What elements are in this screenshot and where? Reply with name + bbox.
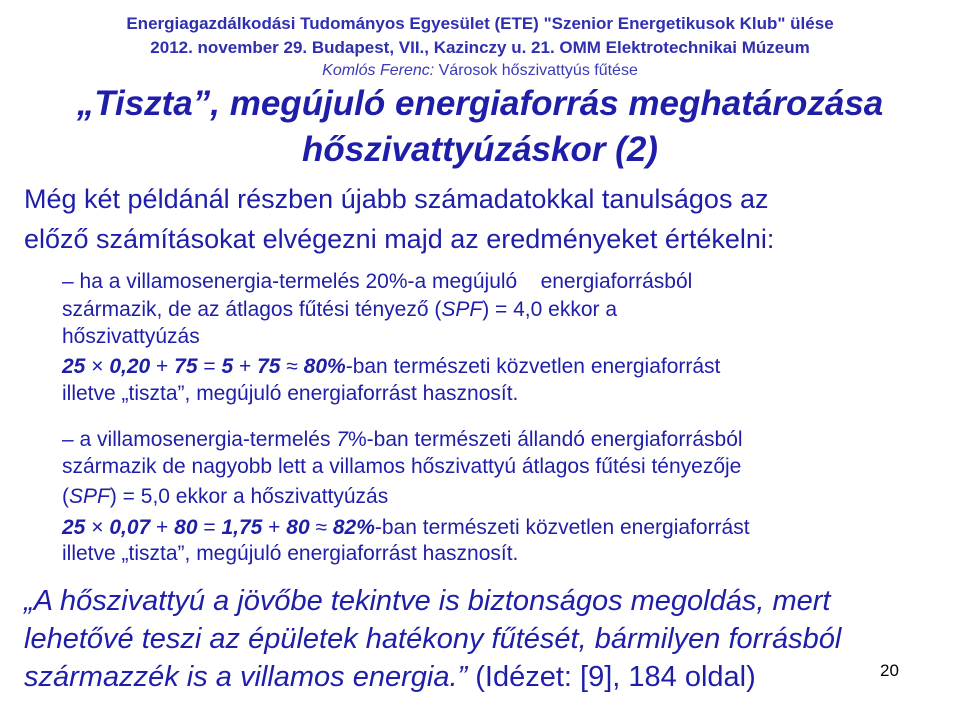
formula-rest: -ban természeti közvetlen energiaforrást: [374, 516, 750, 539]
bullet2-line-1: [62, 428, 743, 452]
plus-sign: +: [156, 355, 169, 378]
formula-term: 80: [174, 516, 198, 539]
formula-term: 1,75: [221, 516, 263, 539]
bullet2-line-1b: %-ban természeti állandó energiaforrásból: [347, 428, 743, 451]
approx-sign: ≈: [286, 355, 298, 378]
bullet1-line-2: [62, 298, 617, 322]
formula-result: 82%: [332, 516, 375, 539]
approx-sign: ≈: [315, 516, 328, 539]
bullet1-line-3: hőszivattyúzás: [62, 325, 200, 348]
equals-sign: =: [203, 355, 216, 378]
formula-term: 80: [286, 516, 310, 539]
plus-sign: +: [156, 516, 169, 539]
bullet2-line-3: [62, 485, 388, 509]
intro-line-2: előző számításokat elvégezni majd az eredményeket értékelni:: [24, 224, 775, 254]
slide-title-line-1: „Tiszta”, megújuló energiaforrás meghatározása: [76, 84, 884, 123]
bullet1-line-2b: ) = 4,0 ekkor a: [482, 298, 618, 321]
bullet2-line-5: illetve „tiszta”, megújuló energiaforrást hasznosít.: [62, 542, 519, 565]
bullet1-line-1: [62, 270, 692, 294]
header-author: Komlós Ferenc:: [322, 62, 435, 79]
formula-term: 25: [62, 355, 86, 378]
equals-sign: =: [203, 516, 216, 539]
slide-title-line-2: hőszivattyúzáskor (2): [302, 130, 658, 169]
formula-term: 5: [221, 355, 234, 378]
formula-term: 25: [62, 516, 86, 539]
header-line-1: Energiagazdálkodási Tudományos Egyesület (ETE) "Szenior Energetikusok Klub" ülése: [126, 14, 834, 33]
plus-sign: +: [268, 516, 281, 539]
plus-sign: +: [238, 355, 252, 378]
quote-line-3-text: származzék is a villamos energia.”: [24, 661, 468, 693]
bullet1-formula: [62, 355, 720, 379]
times-sign: ×: [91, 355, 104, 378]
bullet1-line-5: illetve „tiszta”, megújuló energiaforrást hasznosít.: [62, 382, 519, 405]
bullet2-line-3a: (: [62, 485, 69, 508]
header-line-3: [0, 62, 960, 80]
bullet1-line-2a: származik, de az átlagos fűtési tényező (: [62, 298, 442, 321]
formula-term: 75: [174, 355, 198, 378]
header-line-2: 2012. november 29. Budapest, VII., Kazinczy u. 21. OMM Elektrotechnikai Múzeum: [150, 38, 810, 57]
intro-line-1: Még két példánál részben újabb számadatokkal tanulságos az: [24, 184, 769, 214]
spf-abbr: SPF: [441, 298, 483, 321]
formula-term: 0,07: [109, 516, 151, 539]
bullet2-line-2: származik de nagyobb lett a villamos hőszivattyú átlagos fűtési tényezője: [62, 455, 742, 478]
bullet2-formula: [62, 516, 750, 540]
quote-line-2: lehetővé teszi az épületek hatékony fűtését, bármilyen forrásból: [24, 623, 842, 655]
formula-term: 75: [257, 355, 281, 378]
quote-reference: (Idézet: [9], 184 oldal): [467, 661, 756, 693]
page-number: 20: [880, 661, 899, 680]
bullet2-line-1a: – a villamosenergia-termelés: [62, 428, 337, 451]
formula-rest: -ban természeti közvetlen energiaforrást: [345, 355, 721, 378]
formula-result: 80%: [303, 355, 346, 378]
formula-term: 0,20: [109, 355, 151, 378]
bullet1-line-1a: – ha a villamosenergia-termelés 20%-a megújuló: [62, 270, 518, 293]
percent-value: 7: [336, 428, 348, 451]
header-topic: Városok hőszivattyús fűtése: [434, 62, 638, 79]
times-sign: ×: [91, 516, 104, 539]
quote-line-3: [24, 661, 756, 694]
bullet1-line-1b: energiaforrásból: [540, 270, 693, 293]
quote-line-1: „A hőszivattyú a jövőbe tekintve is biztonságos megoldás, mert: [24, 585, 831, 617]
spf-abbr: SPF: [69, 485, 110, 508]
bullet2-line-3b: ) = 5,0 ekkor a hőszivattyúzás: [109, 485, 389, 508]
